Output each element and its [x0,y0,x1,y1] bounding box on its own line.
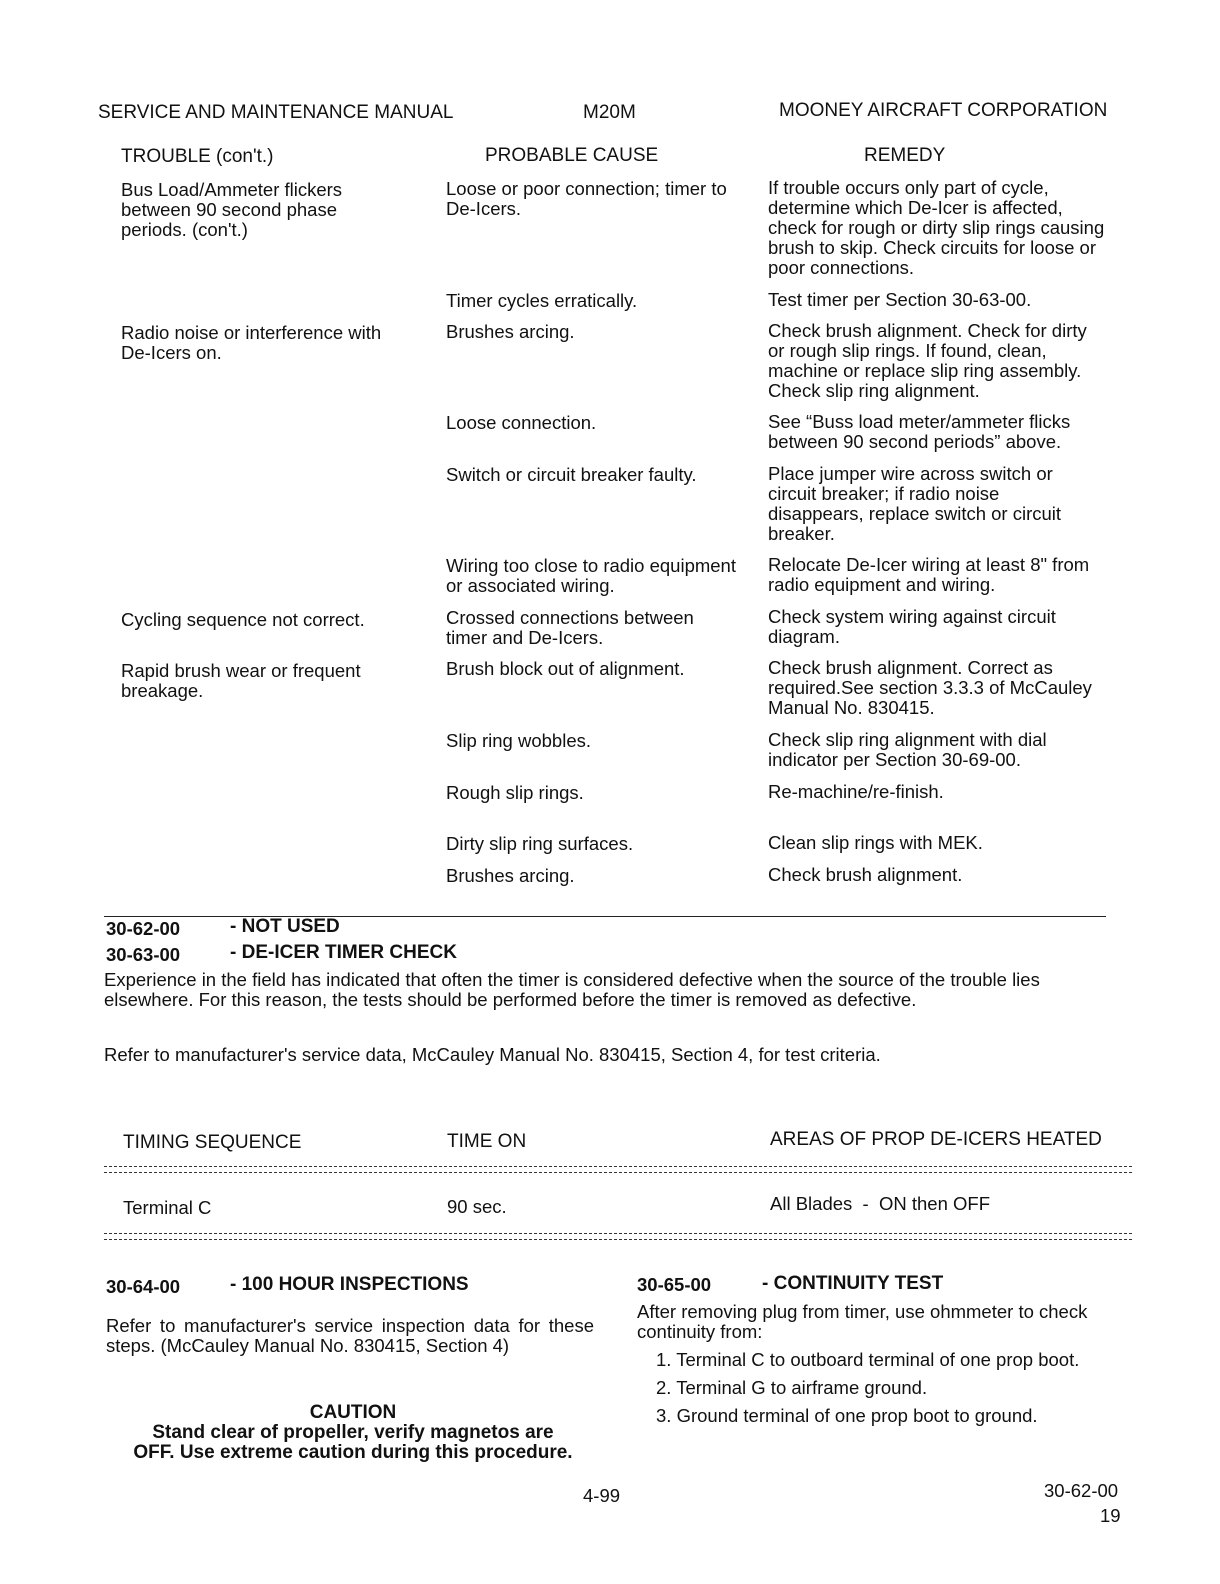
section-title-inspections: - 100 HOUR INSPECTIONS [230,1274,469,1295]
trouble-cell: Cycling sequence not correct. [121,609,365,630]
section-title-continuity: - CONTINUITY TEST [762,1273,944,1294]
continuity-step: 3. Ground terminal of one prop boot to ground. [656,1405,1038,1426]
section-title-timer-check: - DE-ICER TIMER CHECK [230,942,457,963]
cause-cell: Crossed connections between timer and De-Icers. [446,607,694,648]
remedy-cell: Place jumper wire across switch or circuit breaker; if radio noise disappears, replace switch or circuit breaker. [768,463,1062,544]
continuity-steps [656,1350,1126,1434]
remedy-cell: Clean slip rings with MEK. [768,832,983,853]
remedy-cell: If trouble occurs only part of cycle, determine which De-Icer is affected, check for rough or dirty slip rings causing brush to skip. Check circuits for loose or poor connections. [768,177,1105,278]
timing-sequence-header: TIMING SEQUENCE [123,1132,302,1153]
table-separator [104,1233,1132,1240]
remedy-cell: Check slip ring alignment with dial indicator per Section 30-69-00. [768,729,1047,770]
page-number: 4-99 [583,1485,621,1506]
cause-cell: Dirty slip ring surfaces. [446,833,634,854]
header-company: MOONEY AIRCRAFT CORPORATION [779,100,1108,121]
cause-cell: Switch or circuit breaker faulty. [446,464,697,485]
caution-title: CAUTION [309,1402,397,1423]
header-model: M20M [583,102,636,123]
remedy-cell: Check system wiring against circuit diagram. [768,606,1056,647]
time-on-header: TIME ON [447,1131,527,1152]
remedy-header: REMEDY [864,145,946,166]
cause-cell: Brush block out of alignment. [446,658,685,679]
cause-cell: Brushes arcing. [446,321,575,342]
caution-text: Stand clear of propeller, verify magnetos are OFF. Use extreme caution during this procedure. [133,1422,573,1463]
cause-cell: Slip ring wobbles. [446,730,591,751]
areas-cell: All Blades - ON then OFF [770,1193,991,1214]
remedy-cell: Test timer per Section 30-63-00. [768,289,1032,310]
section-number-inspections: 30-64-00 [106,1276,181,1297]
continuity-step: 2. Terminal G to airframe ground. [656,1377,928,1398]
section-number-continuity: 30-65-00 [637,1274,712,1295]
trouble-cell: Bus Load/Ammeter flickers between 90 second phase periods. (con't.) [121,179,343,240]
section-title-not-used: - NOT USED [230,916,340,937]
areas-header: AREAS OF PROP DE-ICERS HEATED [770,1129,1102,1150]
remedy-cell: See “Buss load meter/ammeter flicks between 90 second periods” above. [768,411,1071,452]
table-separator [104,1166,1132,1173]
remedy-cell: Relocate De-Icer wiring at least 8" from radio equipment and wiring. [768,554,1090,595]
trouble-cell: Rapid brush wear or frequent breakage. [121,660,361,701]
section-number-timer-check: 30-63-00 [106,944,181,965]
remedy-cell: Check brush alignment. Correct as required.See section 3.3.3 of McCauley Manual No. 830415. [768,657,1092,718]
continuity-step: 1. Terminal C to outboard terminal of one prop boot. [656,1349,1080,1370]
inspections-paragraph: Refer to manufacturer's service inspection data for these steps. (McCauley Manual No. 830415, Section 4) [106,1315,594,1356]
timer-check-paragraph: Experience in the field has indicated that often the timer is considered defective when the source of the trouble lies elsewhere. For this reason, the tests should be performed before the timer is removed as defective. [104,969,1040,1010]
timing-sequence-cell: Terminal C [123,1197,212,1218]
cause-cell: Loose or poor connection; timer to De-Icers. [446,178,727,219]
cause-cell: Wiring too close to radio equipment or associated wiring. [446,555,736,596]
remedy-cell: Check brush alignment. [768,864,963,885]
section-number-not-used: 30-62-00 [106,918,181,939]
cause-cell: Timer cycles erratically. [446,290,638,311]
remedy-cell: Check brush alignment. Check for dirty or rough slip rings. If found, clean, machine or replace slip ring assembly. Check slip ring alignment. [768,320,1087,401]
cause-header: PROBABLE CAUSE [485,145,659,166]
time-on-cell: 90 sec. [447,1196,507,1217]
doc-number: 30-62-00 [1044,1480,1119,1501]
header-manual-title: SERVICE AND MAINTENANCE MANUAL [98,102,454,123]
timer-check-reference: Refer to manufacturer's service data, McCauley Manual No. 830415, Section 4, for test criteria. [104,1044,881,1065]
cause-cell: Rough slip rings. [446,782,584,803]
cause-cell: Brushes arcing. [446,865,575,886]
doc-page: 19 [1100,1505,1121,1526]
remedy-cell: Re-machine/re-finish. [768,781,944,802]
continuity-intro: After removing plug from timer, use ohmmeter to check continuity from: [637,1301,1088,1342]
trouble-header: TROUBLE (con't.) [121,146,274,167]
cause-cell: Loose connection. [446,412,597,433]
trouble-cell: Radio noise or interference with De-Icers on. [121,322,382,363]
